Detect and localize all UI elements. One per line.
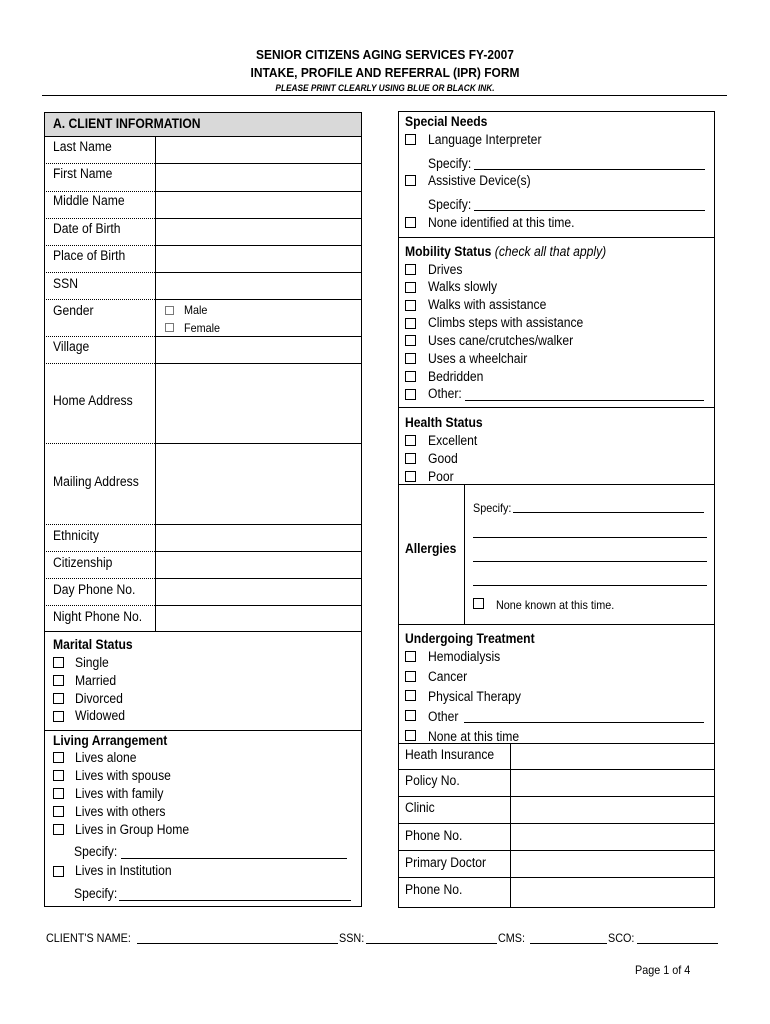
mobility-cane-checkbox[interactable]	[405, 335, 416, 346]
row-divider	[44, 578, 155, 579]
gender-male-checkbox[interactable]	[165, 306, 174, 315]
treatment-other-checkbox[interactable]	[405, 710, 416, 721]
health-poor-label: Poor	[428, 469, 454, 484]
day-phone-input[interactable]	[156, 579, 362, 605]
row-divider	[44, 443, 155, 444]
row-divider	[44, 524, 155, 525]
mobility-walks-slowly-checkbox[interactable]	[405, 282, 416, 293]
primary-doctor-input[interactable]	[511, 851, 714, 877]
clinic-input[interactable]	[511, 797, 714, 823]
allergies-divider	[464, 484, 465, 625]
living-arrangement-heading: Living Arrangement	[53, 733, 168, 748]
treatment-other-label: Other	[428, 709, 459, 724]
living-group-home-label: Lives in Group Home	[75, 822, 190, 837]
field-label-ethnicity: Ethnicity	[53, 528, 99, 543]
form-subtitle: INTAKE, PROFILE AND REFERRAL (IPR) FORM	[250, 65, 520, 80]
page-number: Page 1 of 4	[635, 963, 691, 977]
mailing-address-input[interactable]	[156, 444, 362, 524]
row-divider	[44, 363, 155, 364]
marital-married-label: Married	[75, 673, 117, 688]
row-divider	[44, 218, 155, 219]
living-spouse-label: Lives with spouse	[75, 768, 171, 783]
first-name-input[interactable]	[156, 164, 362, 191]
special-needs-specify-label-1: Specify:	[428, 156, 472, 171]
marital-single-checkbox[interactable]	[53, 657, 64, 668]
marital-divorced-checkbox[interactable]	[53, 693, 64, 704]
mobility-wheelchair-label: Uses a wheelchair	[428, 351, 528, 366]
footer-sco-line[interactable]	[637, 943, 718, 944]
home-address-input[interactable]	[156, 364, 362, 443]
footer-ssn-line[interactable]	[366, 943, 497, 944]
clinic-phone-input[interactable]	[511, 824, 714, 850]
row-divider	[44, 272, 155, 273]
doctor-phone-input[interactable]	[511, 878, 714, 907]
living-specify-label-1: Specify:	[74, 844, 118, 859]
living-alone-label: Lives alone	[75, 750, 137, 765]
form-instruction: PLEASE PRINT CLEARLY USING BLUE OR BLACK INK.	[275, 83, 495, 93]
field-label-home-address: Home Address	[53, 393, 133, 408]
living-institution-checkbox[interactable]	[53, 866, 64, 877]
allergies-heading: Allergies	[405, 541, 457, 556]
mobility-drives-label: Drives	[428, 262, 463, 277]
gender-female-label: Female	[184, 321, 221, 335]
row-divider	[155, 299, 362, 300]
assistive-device-checkbox[interactable]	[405, 175, 416, 186]
mobility-walks-assistance-label: Walks with assistance	[428, 297, 547, 312]
mobility-drives-checkbox[interactable]	[405, 264, 416, 275]
mobility-wheelchair-checkbox[interactable]	[405, 353, 416, 364]
row-divider	[44, 245, 155, 246]
marital-divorced-label: Divorced	[75, 691, 123, 706]
insurance-label-clinic-phone: Phone No.	[405, 828, 463, 843]
mobility-other-label: Other:	[428, 386, 462, 401]
insurance-label-health-insurance: Heath Insurance	[405, 747, 495, 762]
mobility-bedridden-label: Bedridden	[428, 369, 484, 384]
health-status-heading: Health Status	[405, 415, 483, 430]
treatment-physical-therapy-checkbox[interactable]	[405, 690, 416, 701]
health-good-label: Good	[428, 451, 458, 466]
living-specify-line-1[interactable]	[121, 858, 347, 859]
footer-cms-line[interactable]	[530, 943, 607, 944]
village-input[interactable]	[156, 337, 362, 363]
language-interpreter-label: Language Interpreter	[428, 132, 542, 147]
footer-ssn-label: SSN:	[339, 931, 365, 945]
field-label-last-name: Last Name	[53, 139, 112, 154]
citizenship-input[interactable]	[156, 552, 362, 578]
mobility-walks-slowly-label: Walks slowly	[428, 279, 498, 294]
mobility-cane-label: Uses cane/crutches/walker	[428, 333, 574, 348]
allergies-specify-line-2[interactable]	[473, 537, 707, 538]
health-excellent-checkbox[interactable]	[405, 435, 416, 446]
row-divider	[44, 191, 155, 192]
allergies-specify-label: Specify:	[473, 501, 512, 515]
allergies-specify-line-1[interactable]	[513, 512, 704, 513]
living-family-checkbox[interactable]	[53, 788, 64, 799]
field-label-village: Village	[53, 339, 90, 354]
gender-male-label: Male	[184, 303, 208, 317]
special-needs-specify-line-2[interactable]	[474, 210, 705, 211]
footer-sco-label: SCO:	[608, 931, 635, 945]
night-phone-input[interactable]	[156, 606, 362, 632]
row-divider	[44, 605, 155, 606]
mobility-climbs-steps-label: Climbs steps with assistance	[428, 315, 584, 330]
living-alone-checkbox[interactable]	[53, 752, 64, 763]
allergies-specify-line-3[interactable]	[473, 561, 707, 562]
marital-status-heading: Marital Status	[53, 637, 133, 652]
treatment-other-line[interactable]	[464, 722, 704, 723]
last-name-input[interactable]	[156, 137, 362, 164]
special-needs-heading: Special Needs	[405, 114, 488, 129]
treatment-none-label: None at this time	[428, 729, 520, 744]
living-others-label: Lives with others	[75, 804, 166, 819]
footer-client-name-label: CLIENT'S NAME:	[46, 931, 131, 945]
allergies-none-checkbox[interactable]	[473, 598, 484, 609]
field-label-day-phone: Day Phone No.	[53, 582, 136, 597]
client-info-heading: A. CLIENT INFORMATION	[53, 116, 201, 131]
place-of-birth-input[interactable]	[156, 246, 362, 272]
special-needs-specify-line-1[interactable]	[474, 169, 705, 170]
living-group-home-checkbox[interactable]	[53, 824, 64, 835]
header-rule	[42, 95, 727, 96]
none-identified-checkbox[interactable]	[405, 217, 416, 228]
field-label-citizenship: Citizenship	[53, 555, 113, 570]
treatment-hemodialysis-checkbox[interactable]	[405, 651, 416, 662]
marital-widowed-checkbox[interactable]	[53, 711, 64, 722]
health-good-checkbox[interactable]	[405, 453, 416, 464]
mobility-bedridden-checkbox[interactable]	[405, 371, 416, 382]
treatment-none-checkbox[interactable]	[405, 730, 416, 741]
marital-single-label: Single	[75, 655, 109, 670]
living-institution-label: Lives in Institution	[75, 863, 172, 878]
allergies-none-label: None known at this time.	[496, 598, 615, 612]
treatment-heading: Undergoing Treatment	[405, 631, 535, 646]
treatment-cancer-checkbox[interactable]	[405, 671, 416, 682]
treatment-cancer-label: Cancer	[428, 669, 468, 684]
insurance-label-doctor-phone: Phone No.	[405, 882, 463, 897]
living-family-label: Lives with family	[75, 786, 164, 801]
insurance-label-primary-doctor: Primary Doctor	[405, 855, 487, 870]
allergies-specify-line-4[interactable]	[473, 585, 707, 586]
mobility-heading: Mobility Status	[405, 244, 492, 259]
form-title: SENIOR CITIZENS AGING SERVICES FY-2007	[256, 47, 514, 62]
field-label-gender: Gender	[53, 303, 94, 318]
treatment-hemodialysis-label: Hemodialysis	[428, 649, 501, 664]
treatment-physical-therapy-label: Physical Therapy	[428, 689, 521, 704]
insurance-label-policy-no: Policy No.	[405, 773, 460, 788]
ssn-input[interactable]	[156, 273, 362, 299]
none-identified-label: None identified at this time.	[428, 215, 575, 230]
living-spouse-checkbox[interactable]	[53, 770, 64, 781]
middle-name-input[interactable]	[156, 192, 362, 218]
field-label-mailing-address: Mailing Address	[53, 474, 139, 489]
mobility-note: (check all that apply)	[494, 244, 607, 259]
field-label-middle-name: Middle Name	[53, 193, 125, 208]
mobility-other-checkbox[interactable]	[405, 389, 416, 400]
field-label-date-of-birth: Date of Birth	[53, 221, 121, 236]
row-divider	[44, 299, 155, 300]
field-label-first-name: First Name	[53, 166, 113, 181]
ethnicity-input[interactable]	[156, 525, 362, 551]
policy-no-input[interactable]	[511, 770, 714, 796]
field-label-ssn: SSN	[53, 276, 78, 291]
health-excellent-label: Excellent	[428, 433, 478, 448]
row-divider	[44, 336, 155, 337]
field-label-night-phone: Night Phone No.	[53, 609, 143, 624]
health-insurance-input[interactable]	[511, 744, 714, 769]
row-divider	[44, 163, 155, 164]
assistive-device-label: Assistive Device(s)	[428, 173, 531, 188]
footer-cms-label: CMS:	[498, 931, 525, 945]
marital-widowed-label: Widowed	[75, 708, 125, 723]
field-label-place-of-birth: Place of Birth	[53, 248, 126, 263]
date-of-birth-input[interactable]	[156, 219, 362, 245]
insurance-label-clinic: Clinic	[405, 800, 435, 815]
mobility-other-line[interactable]	[465, 400, 704, 401]
special-needs-specify-label-2: Specify:	[428, 197, 472, 212]
footer-client-name-line[interactable]	[137, 943, 338, 944]
living-specify-line-2[interactable]	[119, 900, 351, 901]
marital-married-checkbox[interactable]	[53, 675, 64, 686]
mobility-heading-line	[405, 244, 606, 259]
living-others-checkbox[interactable]	[53, 806, 64, 817]
row-divider	[44, 551, 155, 552]
health-poor-checkbox[interactable]	[405, 471, 416, 482]
mobility-walks-assistance-checkbox[interactable]	[405, 300, 416, 311]
mobility-climbs-steps-checkbox[interactable]	[405, 318, 416, 329]
gender-female-checkbox[interactable]	[165, 323, 174, 332]
living-specify-label-2: Specify:	[74, 886, 118, 901]
language-interpreter-checkbox[interactable]	[405, 134, 416, 145]
